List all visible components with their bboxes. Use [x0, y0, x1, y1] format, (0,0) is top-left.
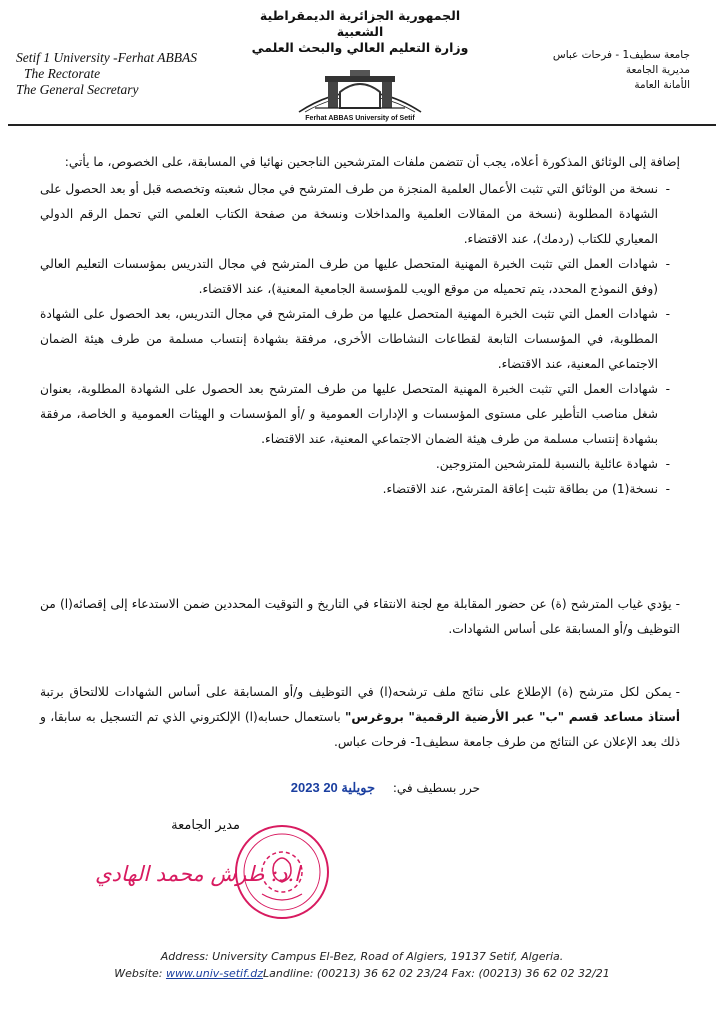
done-at-label: حرر بسطيف في:	[392, 781, 480, 795]
list-item: - شهادة عائلية بالنسبة للمترشحين المتزوجين.	[40, 452, 670, 477]
english-header	[16, 50, 197, 98]
rectorate-en: The Rectorate	[24, 66, 101, 81]
list-item: - شهادات العمل التي تثبت الخبرة المهنية المتحصل عليها من طرف المترشح في مجال التدريس، بعد الحصول على الشهادة المطلوبة، في المؤسسات التابعة لقطاعات النشاطات الأخرى، مرفقة بشهادة إنتساب مسلمة من طرف هيئة الضمان الاجتماعي المعنية، عند الاقتضاء.	[40, 302, 670, 377]
absence-paragraph: -يؤدي غياب المترشح (ة) عن حضور المقابلة مع لجنة الانتقاء في التاريخ و التوقيت المحددين ضمن الاستدعاء إلى إقصائه(ا) من التوظيف و/أو المسابقة على أساس الشهادات.	[40, 597, 680, 636]
center-header	[240, 8, 480, 122]
letterhead	[0, 0, 724, 130]
list-item: - شهادات العمل التي تثبت الخبرة المهنية المتحصل عليها من طرف المترشح في مجال التدريس بمؤسسات التعليم العالي (وفق النموذج المحدد، يتم تحميله من موقع الويب للمؤسسة الجامعية المعنية)، عند الاقتضاء.	[40, 252, 670, 302]
arabic-header	[553, 48, 690, 93]
intro-paragraph: إضافة إلى الوثائق المذكورة أعلاه، يجب أن تتضمن ملفات المترشحين الناجحين نهائيا في المسابقة، على الخصوص، ما يأتي:	[64, 155, 680, 169]
general-secretary-ar: الأمانة العامة	[634, 79, 690, 91]
ministry-title: وزارة التعليم العالي والبحث العلمي	[251, 40, 469, 55]
list-item: - نسخة(1) من بطاقة تثبت إعاقة المترشح، عند الاقتضاء.	[40, 477, 670, 502]
results-text-a: يمكن لكل مترشح (ة) الإطلاع على نتائج ملف ترشحه(ا) في التوظيف و/أو المسابقة على أساس الشهادات للالتحاق برتبة	[40, 685, 672, 699]
handwritten-signature: ا.د: طرش محمد الهادي	[95, 862, 300, 886]
document-body	[40, 150, 680, 502]
republic-title: الجمهورية الجزائرية الديمقراطية الشعبية	[259, 8, 461, 39]
results-text-b: باستعمال حسابه(ا) الإلكتروني الذي تم التسجيل به سابقا، و ذلك بعد الإعلان عن النتائج من طرف جامعة سطيف1- فرحات عباس.	[40, 710, 680, 749]
list-item: - شهادات العمل التي تثبت الخبرة المهنية المتحصل عليها من طرف المترشح بعد الحصول على الشهادة المطلوبة، بعنوان شغل مناصب التأطير على مستوى المؤسسات و الإدارات العمومية و /أو المؤسسات و الهيئات العمومية و الخاصة، مرفقة بشهادة إنتساب مسلمة من طرف هيئة الضمان الاجتماعي المعنية، عند الاقتضاء.	[40, 377, 670, 452]
university-logo-icon	[295, 62, 425, 114]
signatory-title: مدير الجامعة	[171, 818, 240, 833]
results-rank: أستاذ مساعد قسم "ب" عبر الأرضية الرقمية" بروغرس"	[345, 710, 681, 724]
university-name-ar: جامعة سطيف1 - فرحات عباس	[552, 49, 690, 61]
logo-caption: Ferhat ABBAS University of Setif	[305, 115, 415, 122]
results-paragraph: -يمكن لكل مترشح (ة) الإطلاع على نتائج ملف ترشحه(ا) في التوظيف و/أو المسابقة على أساس الشهادات للالتحاق برتبة أستاذ مساعد قسم "ب" عبر الأرضية الرقمية" بروغرس" باستعمال حسابه(ا) الإلكتروني الذي تم التسجيل به سابقا، و ذلك بعد الإعلان عن النتائج من طرف جامعة سطيف1- فرحات عباس.	[40, 685, 681, 749]
footer	[0, 948, 724, 982]
footer-landline: Landline: (00213) 36 62 02 23/24 Fax: (00213) 36 62 02 32/21	[263, 967, 610, 980]
absence-text: يؤدي غياب المترشح (ة) عن حضور المقابلة مع لجنة الانتقاء في التاريخ و التوقيت المحددين ضمن الاستدعاء إلى إقصائه(ا) من التوظيف و/أو المسابقة على أساس الشهادات.	[40, 597, 680, 636]
required-documents-list	[40, 177, 680, 502]
header-divider	[8, 124, 716, 126]
done-at-line	[150, 780, 480, 796]
rectorate-ar: مديرية الجامعة	[625, 64, 690, 76]
website-link[interactable]: www.univ-setif.dz	[165, 967, 264, 980]
footer-contact	[0, 965, 724, 982]
list-item: - نسخة من الوثائق التي تثبت الأعمال العلمية المنجزة من طرف المترشح في مجال شعبته وتخصصه قبل أو بعد الحصول على الشهادة المطلوبة (نسخة من المقالات العلمية والمداخلات ونسخة من صفحة الكتاب العلمي التي تحمل الرقم الدولي المعياري للكتاب (ردمك)، عند الاقتضاء.	[40, 177, 670, 252]
footer-address: Address: University Campus El-Bez, Road of Algiers, 19137 Setif, Algeria.	[160, 950, 564, 963]
general-secretary-en: The General Secretary	[16, 82, 139, 97]
date-stamp: 2023 جويلية 20	[290, 780, 375, 795]
website-label: Website:	[114, 967, 166, 980]
university-name-en: Setif 1 University -Ferhat ABBAS	[16, 50, 197, 65]
